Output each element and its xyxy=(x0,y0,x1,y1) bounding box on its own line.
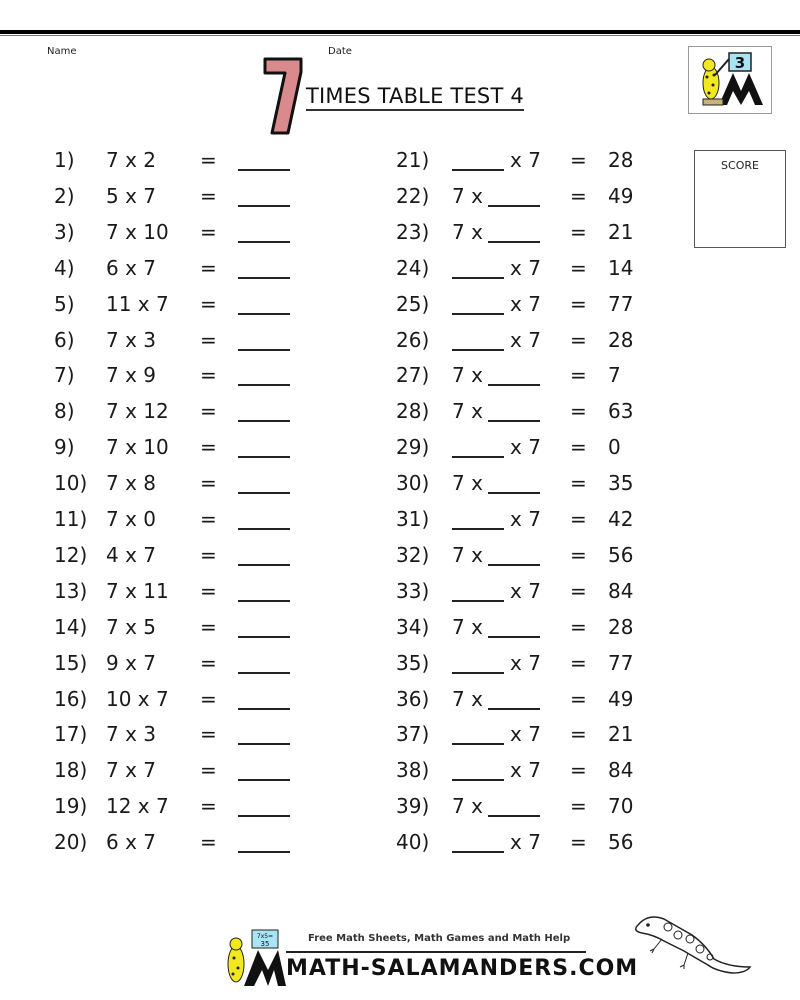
question-row xyxy=(54,363,354,399)
footer-salamander-logo-icon xyxy=(222,928,286,988)
answer-blank[interactable] xyxy=(238,294,290,315)
equals-sign: = xyxy=(200,650,217,675)
missing-factor-blank[interactable] xyxy=(488,222,540,243)
known-factor: 7 x xyxy=(452,614,483,639)
question-number: 28) xyxy=(396,399,430,424)
equals-sign: = xyxy=(570,614,587,639)
question-number: 4) xyxy=(54,255,75,280)
equals-sign: = xyxy=(200,686,217,711)
question-number: 33) xyxy=(396,578,430,603)
equals-sign: = xyxy=(570,399,587,424)
equals-sign: = xyxy=(200,578,217,603)
question-expression: 7 x 8 xyxy=(106,471,156,496)
answer-blank[interactable] xyxy=(238,186,290,207)
equals-sign: = xyxy=(570,255,587,280)
equals-sign: = xyxy=(570,722,587,747)
question-number: 29) xyxy=(396,435,430,460)
known-factor: 7 x xyxy=(452,686,483,711)
product-value: 49 xyxy=(608,183,634,208)
answer-blank[interactable] xyxy=(238,330,290,351)
question-row xyxy=(396,148,656,184)
known-factor: 7 x xyxy=(452,363,483,388)
question-row xyxy=(54,722,354,758)
question-row xyxy=(396,758,656,794)
known-factor: 7 x xyxy=(452,794,483,819)
answer-blank[interactable] xyxy=(238,437,290,458)
question-row xyxy=(54,328,354,364)
missing-factor-blank[interactable] xyxy=(452,653,504,674)
question-row xyxy=(396,794,656,830)
question-expression: 9 x 7 xyxy=(106,650,156,675)
equals-sign: = xyxy=(200,363,217,388)
question-row xyxy=(54,830,354,866)
answer-blank[interactable] xyxy=(238,832,290,853)
equals-sign: = xyxy=(200,399,217,424)
question-number: 2) xyxy=(54,183,75,208)
equals-sign: = xyxy=(200,542,217,567)
question-row xyxy=(54,435,354,471)
product-value: 7 xyxy=(608,363,621,388)
equals-sign: = xyxy=(200,507,217,531)
name-label: Name xyxy=(47,46,77,57)
question-row xyxy=(396,543,656,579)
question-expression: 7 x 2 xyxy=(106,148,156,172)
answer-blank[interactable] xyxy=(238,689,290,710)
question-number: 13) xyxy=(54,578,88,603)
known-factor: 7 x xyxy=(452,399,483,424)
question-number: 3) xyxy=(54,219,75,244)
question-expression: 4 x 7 xyxy=(106,542,156,567)
equals-sign: = xyxy=(570,435,587,460)
known-factor: x 7 xyxy=(510,758,541,783)
question-number: 21) xyxy=(396,148,430,172)
missing-factor-blank[interactable] xyxy=(452,258,504,279)
equals-sign: = xyxy=(200,183,217,208)
product-value: 84 xyxy=(608,758,634,783)
question-row xyxy=(54,471,354,507)
question-row xyxy=(396,830,656,866)
salamander-illustration-icon xyxy=(628,905,758,985)
question-number: 24) xyxy=(396,255,430,280)
svg-text:7x5=: 7x5= xyxy=(256,933,274,940)
question-number: 1) xyxy=(54,148,75,172)
missing-factor-blank[interactable] xyxy=(452,330,504,351)
equals-sign: = xyxy=(200,758,217,783)
question-row xyxy=(54,758,354,794)
known-factor: x 7 xyxy=(510,650,541,675)
answer-blank[interactable] xyxy=(238,760,290,781)
answer-blank[interactable] xyxy=(238,365,290,386)
question-expression: 7 x 10 xyxy=(106,219,169,244)
question-number: 18) xyxy=(54,758,88,783)
equals-sign: = xyxy=(570,542,587,567)
question-expression: 7 x 9 xyxy=(106,363,156,388)
question-number: 15) xyxy=(54,650,88,675)
question-row xyxy=(396,687,656,723)
question-number: 26) xyxy=(396,327,430,352)
equals-sign: = xyxy=(570,363,587,388)
footer-tagline: Free Math Sheets, Math Games and Math Help xyxy=(308,933,571,944)
product-value: 28 xyxy=(608,148,634,172)
answer-blank[interactable] xyxy=(238,617,290,638)
known-factor: x 7 xyxy=(510,578,541,603)
equals-sign: = xyxy=(570,148,587,172)
question-number: 31) xyxy=(396,507,430,531)
svg-text:3: 3 xyxy=(734,54,746,72)
question-expression: 7 x 7 xyxy=(106,758,156,783)
question-row xyxy=(396,471,656,507)
product-value: 70 xyxy=(608,794,634,819)
equals-sign: = xyxy=(200,148,217,172)
answer-blank[interactable] xyxy=(238,796,290,817)
product-value: 77 xyxy=(608,291,634,316)
question-row xyxy=(396,256,656,292)
answer-blank[interactable] xyxy=(238,258,290,279)
salamander-teacher-icon xyxy=(689,47,771,113)
question-row xyxy=(54,256,354,292)
footer-rule xyxy=(286,951,586,953)
missing-factor-blank[interactable] xyxy=(488,186,540,207)
missing-factor-blank[interactable] xyxy=(488,401,540,422)
equals-sign: = xyxy=(200,722,217,747)
question-expression: 7 x 3 xyxy=(106,722,156,747)
equals-sign: = xyxy=(570,650,587,675)
question-row xyxy=(396,220,656,256)
footer-brand[interactable]: MATH-SALAMANDERS.COM xyxy=(286,956,639,981)
product-value: 84 xyxy=(608,578,634,603)
question-number: 5) xyxy=(54,291,75,316)
question-number: 8) xyxy=(54,399,75,424)
product-value: 21 xyxy=(608,722,634,747)
question-number: 40) xyxy=(396,830,430,855)
question-row xyxy=(54,148,354,184)
question-row xyxy=(54,579,354,615)
question-expression: 6 x 7 xyxy=(106,255,156,280)
equals-sign: = xyxy=(200,435,217,460)
question-number: 16) xyxy=(54,686,88,711)
known-factor: 7 x xyxy=(452,542,483,567)
equals-sign: = xyxy=(570,219,587,244)
known-factor: x 7 xyxy=(510,722,541,747)
equals-sign: = xyxy=(570,327,587,352)
top-rule xyxy=(0,30,800,34)
product-value: 56 xyxy=(608,830,634,855)
product-value: 21 xyxy=(608,219,634,244)
question-row xyxy=(54,687,354,723)
answer-blank[interactable] xyxy=(238,401,290,422)
score-label: SCORE xyxy=(721,159,759,172)
answer-blank[interactable] xyxy=(238,222,290,243)
question-expression: 6 x 7 xyxy=(106,830,156,855)
product-value: 28 xyxy=(608,614,634,639)
question-expression: 12 x 7 xyxy=(106,794,169,819)
question-row xyxy=(396,722,656,758)
question-expression: 7 x 12 xyxy=(106,399,169,424)
question-number: 38) xyxy=(396,758,430,783)
question-number: 17) xyxy=(54,722,88,747)
known-factor: x 7 xyxy=(510,327,541,352)
question-row xyxy=(396,435,656,471)
question-row xyxy=(54,615,354,651)
product-value: 77 xyxy=(608,650,634,675)
date-label: Date xyxy=(328,46,352,57)
known-factor: x 7 xyxy=(510,291,541,316)
question-number: 37) xyxy=(396,722,430,747)
equals-sign: = xyxy=(570,183,587,208)
missing-factor-blank[interactable] xyxy=(452,724,504,745)
question-number: 39) xyxy=(396,794,430,819)
answer-blank[interactable] xyxy=(238,545,290,566)
question-row xyxy=(396,399,656,435)
product-value: 42 xyxy=(608,507,634,531)
question-number: 34) xyxy=(396,614,430,639)
question-row xyxy=(396,292,656,328)
question-row xyxy=(54,220,354,256)
question-number: 20) xyxy=(54,830,88,855)
svg-text:35: 35 xyxy=(260,940,270,948)
question-number: 6) xyxy=(54,327,75,352)
score-box[interactable] xyxy=(694,150,786,248)
question-row xyxy=(54,399,354,435)
product-value: 63 xyxy=(608,399,634,424)
missing-factor-blank[interactable] xyxy=(488,689,540,710)
missing-factor-blank[interactable] xyxy=(488,617,540,638)
missing-factor-blank[interactable] xyxy=(452,437,504,458)
question-number: 25) xyxy=(396,291,430,316)
equals-sign: = xyxy=(570,578,587,603)
equals-sign: = xyxy=(570,686,587,711)
missing-factor-blank[interactable] xyxy=(452,581,504,602)
known-factor: x 7 xyxy=(510,255,541,280)
page-title: TIMES TABLE TEST 4 xyxy=(306,84,524,111)
equals-sign: = xyxy=(570,758,587,783)
question-number: 19) xyxy=(54,794,88,819)
answer-blank[interactable] xyxy=(238,509,290,530)
missing-factor-blank[interactable] xyxy=(452,294,504,315)
question-number: 32) xyxy=(396,542,430,567)
product-value: 0 xyxy=(608,435,621,460)
answer-blank[interactable] xyxy=(238,150,290,171)
known-factor: x 7 xyxy=(510,830,541,855)
known-factor: 7 x xyxy=(452,183,483,208)
answer-blank[interactable] xyxy=(238,724,290,745)
question-row xyxy=(54,507,354,543)
top-rule-thin xyxy=(0,35,800,36)
product-value: 28 xyxy=(608,327,634,352)
known-factor: x 7 xyxy=(510,148,541,172)
answer-blank[interactable] xyxy=(238,653,290,674)
question-row xyxy=(396,651,656,687)
missing-factor-blank[interactable] xyxy=(452,760,504,781)
equals-sign: = xyxy=(570,291,587,316)
question-number: 14) xyxy=(54,614,88,639)
question-number: 27) xyxy=(396,363,430,388)
known-factor: x 7 xyxy=(510,435,541,460)
missing-factor-blank[interactable] xyxy=(488,473,540,494)
known-factor: 7 x xyxy=(452,219,483,244)
known-factor: x 7 xyxy=(510,507,541,531)
missing-factor-blank[interactable] xyxy=(488,365,540,386)
missing-factor-blank[interactable] xyxy=(488,545,540,566)
question-expression: 7 x 3 xyxy=(106,327,156,352)
equals-sign: = xyxy=(200,794,217,819)
equals-sign: = xyxy=(200,614,217,639)
question-expression: 10 x 7 xyxy=(106,686,169,711)
question-expression: 11 x 7 xyxy=(106,291,169,316)
question-expression: 7 x 0 xyxy=(106,507,156,531)
missing-factor-blank[interactable] xyxy=(452,150,504,171)
question-number: 30) xyxy=(396,471,430,496)
equals-sign: = xyxy=(570,830,587,855)
question-row xyxy=(396,579,656,615)
question-row xyxy=(54,543,354,579)
answer-blank[interactable] xyxy=(238,473,290,494)
big-seven-icon xyxy=(262,56,304,136)
equals-sign: = xyxy=(200,219,217,244)
question-number: 36) xyxy=(396,686,430,711)
missing-factor-blank[interactable] xyxy=(452,832,504,853)
question-number: 11) xyxy=(54,507,88,531)
missing-factor-blank[interactable] xyxy=(452,509,504,530)
question-row xyxy=(54,292,354,328)
question-expression: 7 x 5 xyxy=(106,614,156,639)
known-factor: 7 x xyxy=(452,471,483,496)
equals-sign: = xyxy=(200,471,217,496)
question-number: 22) xyxy=(396,183,430,208)
equals-sign: = xyxy=(570,794,587,819)
equals-sign: = xyxy=(200,327,217,352)
question-row xyxy=(396,363,656,399)
question-row xyxy=(54,794,354,830)
question-number: 9) xyxy=(54,435,75,460)
logo-badge xyxy=(688,46,772,114)
equals-sign: = xyxy=(570,507,587,531)
question-row xyxy=(54,184,354,220)
question-number: 12) xyxy=(54,542,88,567)
equals-sign: = xyxy=(200,255,217,280)
question-number: 23) xyxy=(396,219,430,244)
equals-sign: = xyxy=(570,471,587,496)
equals-sign: = xyxy=(200,830,217,855)
question-expression: 7 x 11 xyxy=(106,578,169,603)
question-row xyxy=(396,507,656,543)
question-row xyxy=(54,651,354,687)
answer-blank[interactable] xyxy=(238,581,290,602)
missing-factor-blank[interactable] xyxy=(488,796,540,817)
question-row xyxy=(396,615,656,651)
question-row xyxy=(396,328,656,364)
question-number: 35) xyxy=(396,650,430,675)
product-value: 14 xyxy=(608,255,634,280)
question-row xyxy=(396,184,656,220)
question-number: 10) xyxy=(54,471,88,496)
question-number: 7) xyxy=(54,363,75,388)
question-expression: 7 x 10 xyxy=(106,435,169,460)
product-value: 35 xyxy=(608,471,634,496)
question-expression: 5 x 7 xyxy=(106,183,156,208)
product-value: 49 xyxy=(608,686,634,711)
product-value: 56 xyxy=(608,542,634,567)
equals-sign: = xyxy=(200,291,217,316)
